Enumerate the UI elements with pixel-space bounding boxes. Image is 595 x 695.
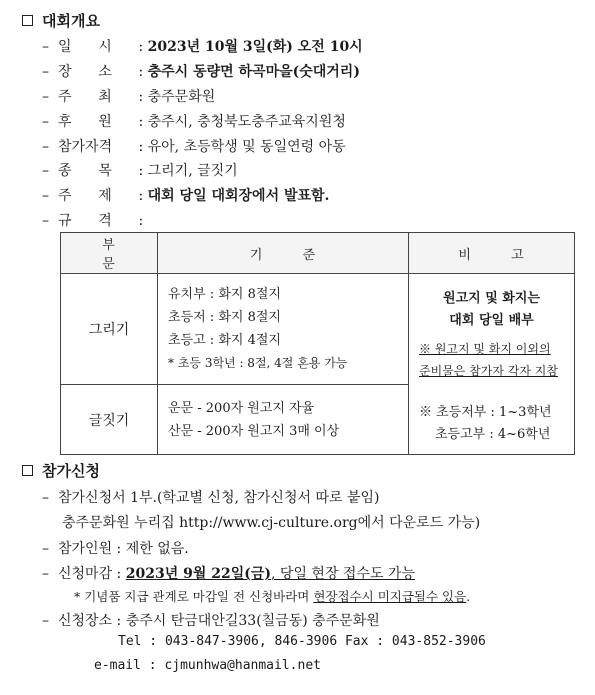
dash-bullet: – (42, 114, 49, 130)
overview-separator: : (134, 64, 148, 80)
apply-heading: 참가신청 (22, 460, 100, 481)
overview-item (42, 36, 363, 56)
overview-value: 충주시, 충청북도충주교육지원청 (147, 114, 346, 130)
header-note: 비 고 (409, 233, 575, 274)
overview-label: 일 시 (58, 39, 112, 55)
dash-bullet: – (42, 213, 49, 229)
dash-bullet: – (42, 163, 49, 179)
apply-note: * 기념품 지급 관계로 마감일 전 신청바라며 현장접수시 미지급될수 있음. (74, 589, 471, 604)
dash-bullet: – (42, 89, 49, 105)
criteria-table (60, 232, 575, 455)
apply-line: – 신청장소 : 충주시 탄금대안길33(칠금동) 충주문화원 (42, 613, 380, 629)
overview-separator: : (134, 114, 148, 130)
criteria-drawing (158, 274, 409, 385)
overview-value: 충주문화원 (147, 89, 216, 105)
overview-label: 후 원 (58, 114, 112, 130)
overview-separator: : (134, 139, 148, 155)
note-warning-line: ※ 원고지 및 화지 이외의 (419, 342, 551, 356)
criteria-line: * 초등 3학년 : 8절, 4절 혼용 가능 (168, 356, 348, 371)
overview-value: 2023년 10월 3일(화) 오전 10시 (147, 39, 363, 55)
note-grade-line: ※ 초등저부 : 1~3학년 (419, 405, 552, 420)
overview-item (42, 160, 238, 180)
criteria-line: 유치부 : 화지 8절지 (168, 287, 281, 303)
overview-item (42, 185, 329, 205)
overview-separator: : (134, 89, 148, 105)
dash-bullet: – (42, 188, 49, 204)
contact-tel: Tel : 043-847-3906, 846-3906 Fax : 043-852-3906 (118, 634, 486, 649)
table-row (61, 274, 575, 385)
table-header-row (61, 233, 575, 274)
overview-separator: : (134, 163, 148, 179)
overview-label: 규 격 (58, 213, 112, 229)
overview-separator: : (134, 213, 148, 229)
checkbox-square-icon (22, 15, 33, 26)
overview-separator: : (134, 39, 148, 55)
category-writing: 글짓기 (61, 385, 158, 455)
header-category: 부 문 (61, 233, 158, 274)
apply-line: 충주문화원 누리집 http://www.cj-culture.org에서 다운로드 가능) (62, 515, 481, 531)
criteria-line: 초등고 : 화지 4절지 (168, 333, 281, 349)
overview-heading: 대회개요 (22, 10, 100, 31)
dash-bullet: – (42, 139, 49, 155)
deadline-date: 2023년 9월 22일(금) (125, 566, 272, 582)
overview-value: 대회 당일 대회장에서 발표함. (147, 188, 330, 204)
overview-item (42, 111, 346, 131)
apply-line: – 신청마감 : 2023년 9월 22일(금), 당일 현장 접수도 가능 (42, 566, 415, 582)
overview-value: 유아, 초등학생 및 동일연령 아동 (147, 139, 346, 155)
header-criteria: 기 준 (158, 233, 409, 274)
checkbox-square-icon (22, 465, 33, 476)
overview-label: 장 소 (58, 64, 112, 80)
criteria-line: 운문 - 200자 원고지 자율 (168, 400, 315, 416)
criteria-writing (158, 385, 409, 455)
apply-line: – 참가신청서 1부.(학교별 신청, 참가신청서 따로 붙임) (42, 490, 380, 506)
overview-value: 그리기, 글짓기 (147, 163, 238, 179)
overview-item (42, 136, 346, 156)
note-grade-line: 초등고부 : 4~6학년 (435, 427, 551, 442)
contact-email: e-mail : cjmunhwa@hanmail.net (94, 658, 321, 673)
dash-bullet: – (42, 39, 49, 55)
note-warning-line: 준비물은 참가자 각자 지참 (419, 364, 558, 378)
note-bold-line: 원고지 및 화지는 (443, 291, 540, 306)
overview-item (42, 61, 360, 81)
overview-label: 주 최 (58, 89, 112, 105)
criteria-line: 초등저 : 화지 8절지 (168, 310, 281, 326)
overview-separator: : (134, 188, 148, 204)
overview-item (42, 86, 215, 106)
overview-value: 충주시 동량면 하곡마을(숫대거리) (147, 64, 360, 80)
note-cell (409, 274, 575, 455)
overview-label: 종 목 (58, 163, 112, 179)
dash-bullet: – (42, 64, 49, 80)
overview-item (42, 210, 148, 230)
note-bold-line: 대회 당일 배부 (449, 313, 534, 328)
apply-line: – 참가인원 : 제한 없음. (42, 541, 189, 557)
criteria-line: 산문 - 200자 원고지 3매 이상 (168, 423, 340, 439)
overview-label: 참가자격 (58, 139, 113, 155)
overview-label: 주 제 (58, 188, 112, 204)
category-drawing: 그리기 (61, 274, 158, 385)
